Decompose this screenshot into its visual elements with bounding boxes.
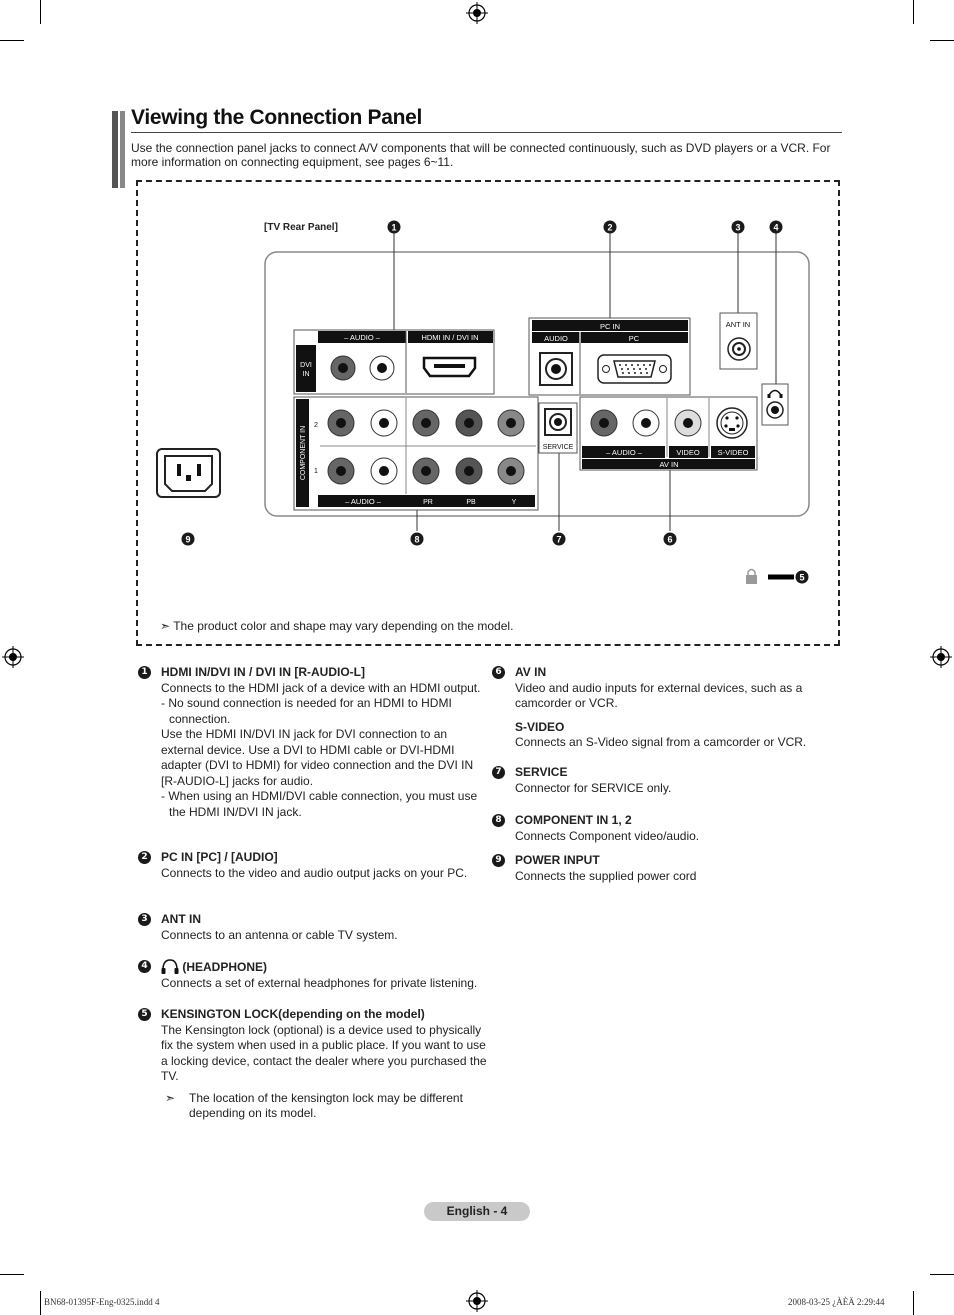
pc-in-label: PC IN <box>599 322 621 331</box>
callout-6-label: 6 <box>667 534 673 545</box>
callout-7-label: 7 <box>556 534 562 545</box>
item-av-in <box>515 665 825 751</box>
component-audio-label: – AUDIO – <box>345 497 381 506</box>
intro-text: Use the connection panel jacks to connect A/V components that will be connected continuously, such as DVD players or a VCR. For more information on connecting equipment, see pages 6~11. <box>131 141 831 169</box>
item-title: PC IN [PC] / [AUDIO] <box>161 850 278 864</box>
item-number-3: 3 <box>138 913 151 926</box>
callout-8-label: 8 <box>414 534 420 545</box>
ant-in-label: ANT IN <box>725 320 751 329</box>
item-number-6: 6 <box>492 666 505 679</box>
item-text: Connects the supplied power cord <box>515 868 697 883</box>
registration-mark-bottom <box>466 1290 488 1312</box>
print-file-info: BN68-01395F-Eng-0325.indd 4 <box>44 1297 160 1307</box>
item-text: Connects an S-Video signal from a camcorder or VCR. <box>515 735 807 749</box>
callout-5-label: 5 <box>799 572 805 583</box>
item-text: Use the HDMI IN/DVI IN jack for DVI connection to an external device. Use a DVI to HDMI cable or DVI-HDMI adapter (DVI to HDMI) for video connection and the DVI IN [R-AUDIO-L] jacks for audio. <box>161 727 474 788</box>
kensington-lock-icon <box>746 570 757 585</box>
title-accent-bar <box>112 111 118 188</box>
callout-1-label: 1 <box>391 222 397 233</box>
item-pc-in <box>161 850 481 881</box>
page-number-badge: English - 4 <box>424 1202 530 1221</box>
audio-label: AUDIO <box>544 334 568 343</box>
rear-panel-diagram <box>150 215 830 595</box>
dvi-label-1: DVI <box>300 362 312 369</box>
component-row-2: 2 <box>314 422 318 429</box>
registration-mark-left <box>2 646 24 668</box>
component-row-1: 1 <box>314 468 318 475</box>
item-title: POWER INPUT <box>515 853 600 867</box>
av-in-block <box>580 397 757 470</box>
item-title: SERVICE <box>515 765 568 779</box>
component-block <box>294 397 538 510</box>
item-title: KENSINGTON LOCK(depending on the model) <box>161 1007 425 1021</box>
item-note <box>161 1091 489 1122</box>
title-accent-bar-light <box>120 111 125 188</box>
item-hdmi <box>161 665 487 820</box>
service-label: SERVICE <box>542 444 574 451</box>
item-title: HDMI IN/DVI IN / DVI IN [R-AUDIO-L] <box>161 665 365 679</box>
item-subtitle: S-VIDEO <box>515 719 565 734</box>
item-service <box>515 765 825 796</box>
item-number-2: 2 <box>138 851 151 864</box>
item-power-input <box>515 853 825 884</box>
item-title: (HEADPHONE) <box>182 960 268 974</box>
item-text: Connects to an antenna or cable TV system. <box>161 927 398 942</box>
hdmi-dvi-block <box>294 330 494 394</box>
note-arrow-icon: ➣ <box>160 619 171 633</box>
item-number-4: 4 <box>138 960 151 973</box>
video-label: VIDEO <box>676 448 700 457</box>
component-pb-label: PB <box>466 499 476 506</box>
item-number-9: 9 <box>492 854 505 867</box>
item-text: Connects Component video/audio. <box>515 828 700 843</box>
audio-rl-label: – AUDIO – <box>344 333 380 342</box>
callout-9-label: 9 <box>185 534 191 545</box>
item-number-7: 7 <box>492 766 505 779</box>
pc-label: PC <box>628 334 640 343</box>
print-date-info: 2008-03-25 ¿ÀÈÄ 2:29:44 <box>788 1297 885 1307</box>
item-number-1: 1 <box>138 666 151 679</box>
component-pr-label: PR <box>423 499 433 506</box>
item-component <box>515 813 825 844</box>
item-number-8: 8 <box>492 814 505 827</box>
item-kensington <box>161 1007 489 1122</box>
service-block <box>539 403 577 453</box>
callout-2-label: 2 <box>607 222 613 233</box>
s-video-label: S-VIDEO <box>717 448 749 457</box>
figure-note <box>160 619 513 633</box>
av-audio-label: – AUDIO – <box>606 448 642 457</box>
pc-in-block <box>529 318 690 395</box>
hdmi-dvi-label: HDMI IN / DVI IN <box>421 333 479 342</box>
ant-in-block <box>720 313 757 369</box>
dvi-label-2: IN <box>302 371 310 378</box>
headphone-icon <box>161 959 179 974</box>
registration-mark-top <box>466 2 488 24</box>
item-number-5: 5 <box>138 1008 151 1021</box>
item-text: Video and audio inputs for external devices, such as a camcorder or VCR. <box>515 680 803 710</box>
av-in-label: AV IN <box>659 460 679 469</box>
item-text: Connector for SERVICE only. <box>515 780 672 795</box>
callout-3-label: 3 <box>735 222 741 233</box>
page-title: Viewing the Connection Panel <box>131 106 423 129</box>
title-rule <box>131 132 842 133</box>
panel-caption: [TV Rear Panel] <box>264 222 338 233</box>
power-input-icon <box>157 449 220 497</box>
callout-4-label: 4 <box>773 222 779 233</box>
item-text: Connects a set of external headphones for private listening. <box>161 975 478 990</box>
item-title-row <box>161 959 491 976</box>
item-ant-in <box>161 912 481 943</box>
item-text: Connects to the HDMI jack of a device with an HDMI output. <box>161 680 481 695</box>
item-headphone <box>161 959 491 991</box>
item-title: ANT IN <box>161 912 201 926</box>
note-arrow-icon: ➣ <box>165 1090 176 1105</box>
registration-mark-right <box>930 646 952 668</box>
figure-note-text: The product color and shape may vary depending on the model. <box>173 619 514 633</box>
item-text: - When using an HDMI/DVI cable connection, you must use the HDMI IN/DVI IN jack. <box>161 789 478 819</box>
item-text: Connects to the video and audio output jacks on your PC. <box>161 865 468 880</box>
component-in-label: COMPONENT IN <box>300 425 307 481</box>
component-y-label: Y <box>511 499 517 506</box>
item-text: The Kensington lock (optional) is a device used to physically fix the system when used in a public place. If you want to use a locking device, contact the dealer where you purchased the TV. <box>161 1022 487 1083</box>
item-note-text: The location of the kensington lock may be different depending on its model. <box>189 1090 463 1120</box>
headphone-block <box>762 384 788 425</box>
item-text: - No sound connection is needed for an HDMI to HDMI connection. <box>161 696 452 726</box>
item-title: COMPONENT IN 1, 2 <box>515 813 632 827</box>
item-title: AV IN <box>515 665 547 679</box>
